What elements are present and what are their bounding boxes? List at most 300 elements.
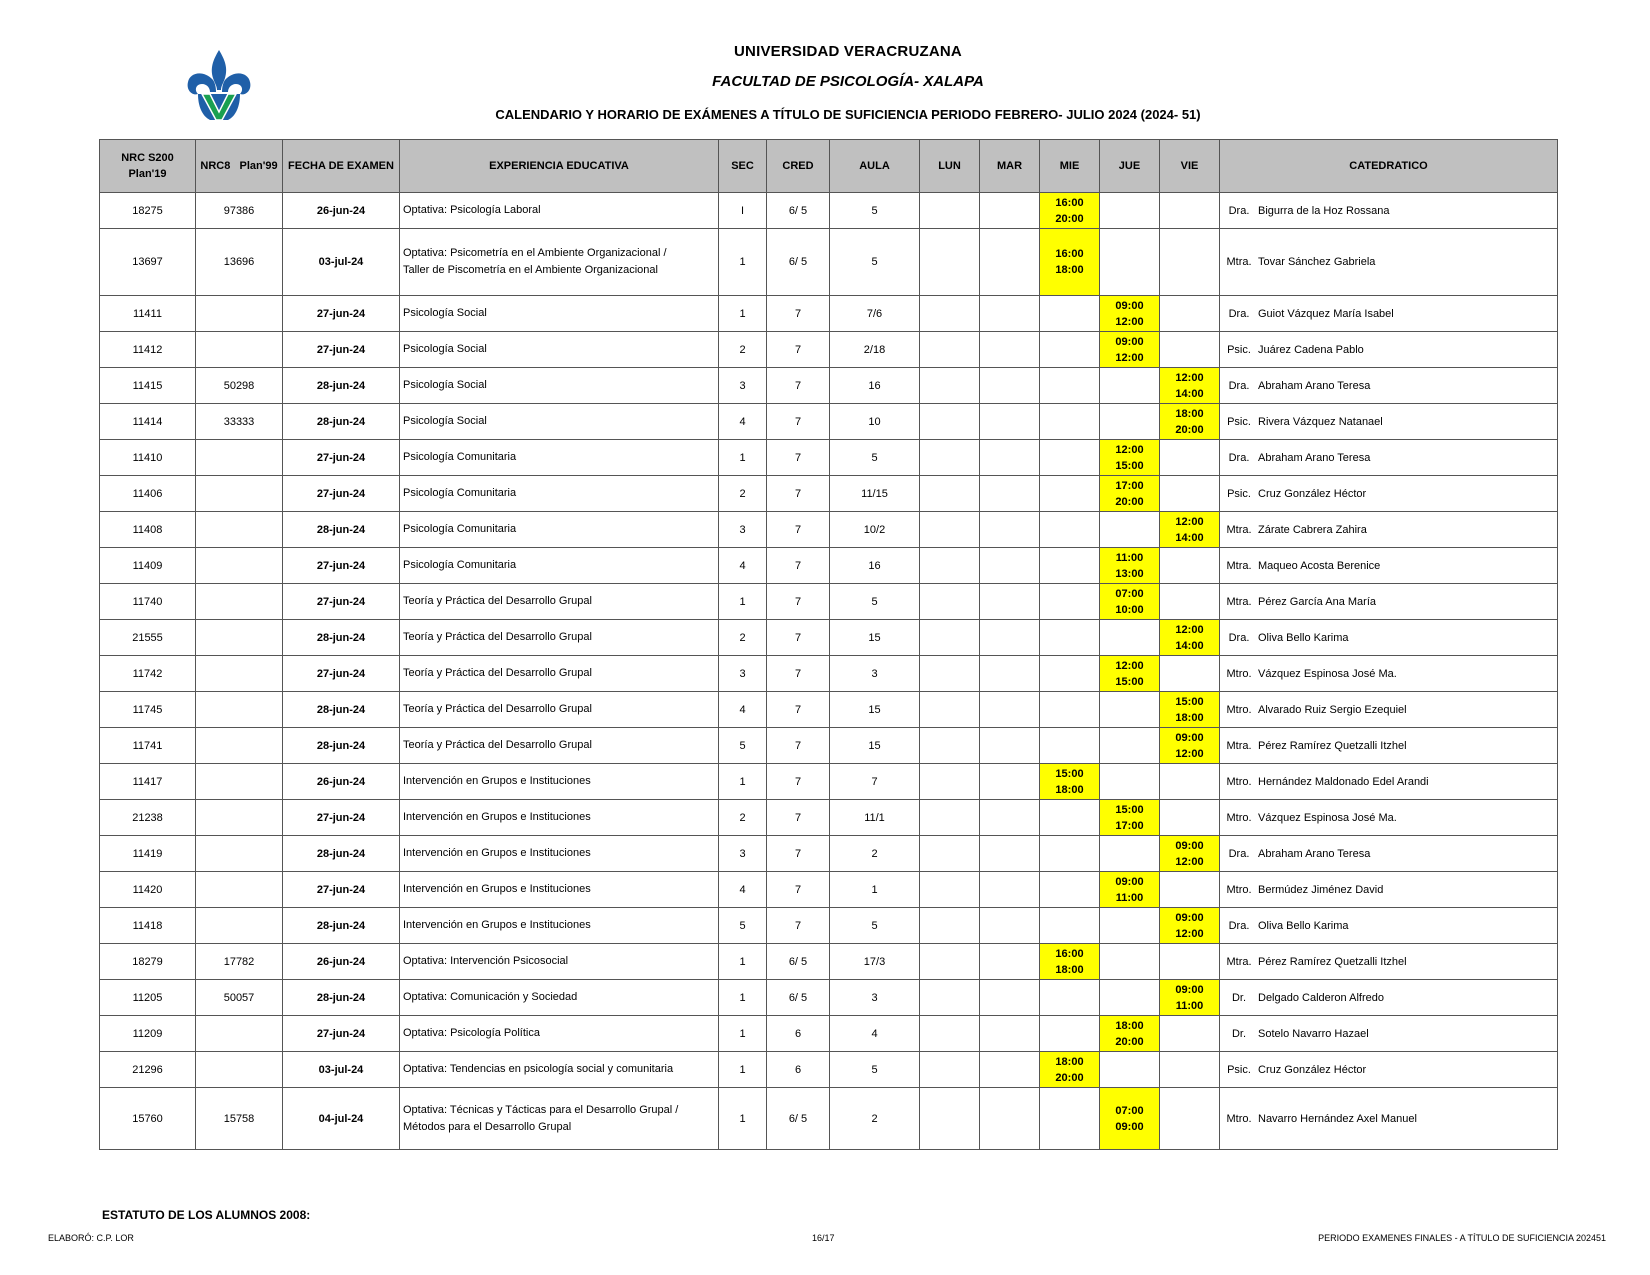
classroom-cell: 3: [830, 656, 920, 692]
day-cell-jue: [1100, 368, 1160, 404]
column-header-professor: CATEDRATICO: [1220, 140, 1558, 193]
section-cell: 1: [719, 440, 767, 476]
day-cell-lun: [920, 584, 980, 620]
professor-name: Bermúdez Jiménez David: [1258, 883, 1384, 896]
educational-experience-cell: [400, 193, 719, 229]
table-row: [100, 764, 1558, 800]
column-header-monday: LUN: [920, 140, 980, 193]
start-time: 18:00: [1175, 407, 1204, 420]
exam-date-cell: 27-jun-24: [283, 296, 400, 332]
column-header-classroom: AULA: [830, 140, 920, 193]
day-cell-vie: [1160, 1052, 1220, 1088]
professor-title: Dra.: [1228, 379, 1250, 392]
professor-cell: [1220, 440, 1558, 476]
course-name: Psicología Comunitaria: [403, 523, 517, 535]
credits-cell: 7: [767, 332, 830, 368]
credits-cell: 7: [767, 692, 830, 728]
exam-time-slot: [1100, 296, 1160, 332]
day-cell-vie: [1160, 1088, 1220, 1150]
day-cell-mie: [1040, 332, 1100, 368]
day-cell-lun: [920, 404, 980, 440]
day-cell-mie: [1040, 980, 1100, 1016]
end-time: 20:00: [1055, 1071, 1084, 1084]
day-cell-vie: [1160, 872, 1220, 908]
table-row: [100, 332, 1558, 368]
exam-date-cell: 27-jun-24: [283, 800, 400, 836]
day-cell-lun: [920, 229, 980, 296]
educational-experience-cell: [400, 476, 719, 512]
classroom-cell: 5: [830, 584, 920, 620]
nrc-plan99-cell: 15758: [196, 1088, 283, 1150]
day-cell-lun: [920, 980, 980, 1016]
start-time: 12:00: [1175, 515, 1204, 528]
professor-title: Mtro.: [1226, 883, 1252, 896]
nrc-plan19-cell: 21296: [100, 1052, 196, 1088]
exam-date-cell: 27-jun-24: [283, 872, 400, 908]
day-cell-mie: [1040, 476, 1100, 512]
end-time: 20:00: [1115, 1035, 1144, 1048]
credits-cell: 7: [767, 620, 830, 656]
table-row: [100, 872, 1558, 908]
credits-cell: 6: [767, 1016, 830, 1052]
section-cell: 2: [719, 332, 767, 368]
professor-title: Mtra.: [1226, 559, 1252, 572]
end-time: 12:00: [1175, 747, 1204, 760]
professor-name: Bigurra de la Hoz Rossana: [1258, 204, 1390, 217]
professor-cell: [1220, 800, 1558, 836]
day-cell-mie: [1040, 512, 1100, 548]
column-header-exam-date: FECHA DE EXAMEN: [283, 140, 400, 193]
section-cell: 1: [719, 1088, 767, 1150]
educational-experience-cell: [400, 620, 719, 656]
day-cell-mar: [980, 368, 1040, 404]
table-row: [100, 1052, 1558, 1088]
exam-date-cell: 28-jun-24: [283, 404, 400, 440]
professor-cell: [1220, 836, 1558, 872]
start-time: 18:00: [1055, 1055, 1084, 1068]
day-cell-mie: [1040, 836, 1100, 872]
start-time: 16:00: [1055, 196, 1084, 209]
start-time: 15:00: [1055, 767, 1084, 780]
exam-date-cell: 26-jun-24: [283, 944, 400, 980]
start-time: 09:00: [1115, 299, 1144, 312]
start-time: 09:00: [1175, 731, 1204, 744]
day-cell-mar: [980, 836, 1040, 872]
end-time: 09:00: [1115, 1120, 1144, 1133]
table-body: [100, 193, 1558, 1150]
credits-cell: 7: [767, 800, 830, 836]
nrc-plan99-cell: 50298: [196, 368, 283, 404]
day-cell-lun: [920, 692, 980, 728]
start-time: 07:00: [1115, 587, 1144, 600]
professor-name: Abraham Arano Teresa: [1258, 847, 1371, 860]
course-name: Optativa: Intervención Psicosocial: [403, 955, 569, 967]
start-time: 09:00: [1115, 335, 1144, 348]
course-name: Teoría y Práctica del Desarrollo Grupal: [403, 703, 592, 715]
credits-cell: 7: [767, 296, 830, 332]
day-cell-vie: [1160, 764, 1220, 800]
nrc-plan19-cell: 11406: [100, 476, 196, 512]
day-cell-mie: [1040, 692, 1100, 728]
nrc-plan99-cell: 97386: [196, 193, 283, 229]
nrc-plan99-cell: 33333: [196, 404, 283, 440]
nrc-plan19-cell: 18275: [100, 193, 196, 229]
end-time: 15:00: [1115, 675, 1144, 688]
end-time: 15:00: [1115, 459, 1144, 472]
nrc-plan99-cell: [196, 728, 283, 764]
professor-cell: [1220, 512, 1558, 548]
exam-time-slot: [1160, 836, 1220, 872]
exam-date-cell: 26-jun-24: [283, 764, 400, 800]
section-cell: 3: [719, 512, 767, 548]
section-cell: 3: [719, 656, 767, 692]
professor-cell: [1220, 1088, 1558, 1150]
course-name: Teoría y Práctica del Desarrollo Grupal: [403, 739, 592, 751]
nrc-plan19-cell: 11741: [100, 728, 196, 764]
day-cell-mie: [1040, 872, 1100, 908]
exam-date-cell: 28-jun-24: [283, 368, 400, 404]
exam-time-slot: [1160, 908, 1220, 944]
credits-cell: 6/ 5: [767, 193, 830, 229]
end-time: 11:00: [1115, 891, 1144, 904]
professor-title: Mtro.: [1226, 811, 1252, 824]
exam-time-slot: [1100, 440, 1160, 476]
course-name: Optativa: Psicología Política: [403, 1027, 540, 1039]
column-header-section: SEC: [719, 140, 767, 193]
exam-time-slot: [1100, 656, 1160, 692]
exam-time-slot: [1160, 620, 1220, 656]
educational-experience-cell: [400, 764, 719, 800]
educational-experience-cell: [400, 836, 719, 872]
professor-title: Mtro.: [1226, 775, 1252, 788]
professor-name: Abraham Arano Teresa: [1258, 379, 1371, 392]
end-time: 14:00: [1175, 639, 1204, 652]
day-cell-jue: [1100, 980, 1160, 1016]
nrc-plan19-cell: 11414: [100, 404, 196, 440]
table-row: [100, 692, 1558, 728]
nrc-plan19-cell: 21238: [100, 800, 196, 836]
day-cell-lun: [920, 944, 980, 980]
nrc-plan99-cell: [196, 332, 283, 368]
professor-cell: [1220, 728, 1558, 764]
end-time: 12:00: [1175, 927, 1204, 940]
day-cell-lun: [920, 368, 980, 404]
section-cell: 3: [719, 368, 767, 404]
period-label: PERIODO EXAMENES FINALES - A TÍTULO DE SUFICIENCIA 202451: [1318, 1233, 1606, 1243]
classroom-cell: 16: [830, 368, 920, 404]
educational-experience-cell: [400, 584, 719, 620]
credits-cell: 7: [767, 404, 830, 440]
day-cell-mar: [980, 908, 1040, 944]
exam-date-cell: 28-jun-24: [283, 908, 400, 944]
course-name: Intervención en Grupos e Instituciones: [403, 883, 591, 895]
nrc-plan19-cell: 11740: [100, 584, 196, 620]
day-cell-lun: [920, 296, 980, 332]
day-cell-mie: [1040, 1016, 1100, 1052]
professor-title: Mtra.: [1226, 595, 1252, 608]
day-cell-jue: [1100, 620, 1160, 656]
day-cell-mar: [980, 692, 1040, 728]
start-time: 11:00: [1115, 551, 1144, 564]
day-cell-lun: [920, 1016, 980, 1052]
professor-cell: [1220, 548, 1558, 584]
educational-experience-cell: [400, 404, 719, 440]
credits-cell: 7: [767, 908, 830, 944]
section-cell: 1: [719, 584, 767, 620]
day-cell-vie: [1160, 584, 1220, 620]
day-cell-mie: [1040, 620, 1100, 656]
table-row: [100, 944, 1558, 980]
professor-name: Pérez García Ana María: [1258, 595, 1376, 608]
section-cell: 4: [719, 872, 767, 908]
professor-name: Oliva Bello Karima: [1258, 631, 1349, 644]
credits-cell: 7: [767, 836, 830, 872]
section-cell: 4: [719, 404, 767, 440]
classroom-cell: 5: [830, 193, 920, 229]
day-cell-lun: [920, 193, 980, 229]
credits-cell: 7: [767, 584, 830, 620]
educational-experience-cell: [400, 656, 719, 692]
day-cell-mar: [980, 548, 1040, 584]
section-cell: 4: [719, 548, 767, 584]
credits-cell: 6: [767, 1052, 830, 1088]
professor-title: Dra.: [1228, 919, 1250, 932]
exam-time-slot: [1100, 548, 1160, 584]
educational-experience-cell: [400, 1088, 719, 1150]
section-cell: 5: [719, 728, 767, 764]
column-header-thursday: JUE: [1100, 140, 1160, 193]
nrc-plan19-cell: 11408: [100, 512, 196, 548]
document-title: CALENDARIO Y HORARIO DE EXÁMENES A TÍTULO DE SUFICIENCIA PERIODO FEBRERO- JULIO 2024 (2024- 51): [495, 107, 1201, 122]
start-time: 15:00: [1175, 695, 1204, 708]
day-cell-mie: [1040, 296, 1100, 332]
page-number: 16/17: [812, 1233, 835, 1243]
start-time: 12:00: [1175, 623, 1204, 636]
start-time: 18:00: [1115, 1019, 1144, 1032]
exam-time-slot: [1100, 476, 1160, 512]
course-name: Psicología Social: [403, 343, 487, 355]
professor-title: Dra.: [1228, 204, 1250, 217]
classroom-cell: 3: [830, 980, 920, 1016]
table-row: [100, 620, 1558, 656]
day-cell-mar: [980, 1016, 1040, 1052]
professor-cell: [1220, 229, 1558, 296]
nrc-plan19-cell: 11411: [100, 296, 196, 332]
day-cell-vie: [1160, 656, 1220, 692]
start-time: 09:00: [1175, 983, 1204, 996]
professor-cell: [1220, 476, 1558, 512]
start-time: 12:00: [1115, 659, 1144, 672]
table-row: [100, 193, 1558, 229]
section-cell: 1: [719, 1052, 767, 1088]
exam-time-slot: [1160, 728, 1220, 764]
column-header-tuesday: MAR: [980, 140, 1040, 193]
course-name: Intervención en Grupos e Instituciones: [403, 919, 591, 931]
nrc-plan19-cell: 11745: [100, 692, 196, 728]
start-time: 16:00: [1055, 947, 1084, 960]
classroom-cell: 7: [830, 764, 920, 800]
day-cell-mie: [1040, 908, 1100, 944]
nrc-plan99-cell: [196, 296, 283, 332]
professor-cell: [1220, 404, 1558, 440]
start-time: 12:00: [1115, 443, 1144, 456]
day-cell-mie: [1040, 548, 1100, 584]
professor-name: Pérez Ramírez Quetzalli Itzhel: [1258, 955, 1407, 968]
classroom-cell: 2: [830, 1088, 920, 1150]
nrc-plan19-cell: 11417: [100, 764, 196, 800]
credits-cell: 6/ 5: [767, 980, 830, 1016]
exam-date-cell: 27-jun-24: [283, 440, 400, 476]
end-time: 18:00: [1175, 711, 1204, 724]
exam-date-cell: 28-jun-24: [283, 692, 400, 728]
exam-date-cell: 04-jul-24: [283, 1088, 400, 1150]
educational-experience-cell: [400, 1016, 719, 1052]
end-time: 20:00: [1055, 212, 1084, 225]
start-time: 09:00: [1115, 875, 1144, 888]
table-row: [100, 800, 1558, 836]
nrc-plan19-cell: 11205: [100, 980, 196, 1016]
nrc-plan99-cell: [196, 476, 283, 512]
professor-name: Hernández Maldonado Edel Arandi: [1258, 775, 1429, 788]
day-cell-lun: [920, 440, 980, 476]
day-cell-vie: [1160, 800, 1220, 836]
day-cell-mar: [980, 1052, 1040, 1088]
course-name: Psicología Comunitaria: [403, 451, 517, 463]
classroom-cell: 5: [830, 1052, 920, 1088]
nrc-plan19-cell: 11410: [100, 440, 196, 476]
table-row: [100, 229, 1558, 296]
exam-date-cell: 27-jun-24: [283, 1016, 400, 1052]
professor-title: Mtra.: [1226, 256, 1252, 268]
day-cell-lun: [920, 728, 980, 764]
table-row: [100, 584, 1558, 620]
section-cell: 1: [719, 296, 767, 332]
course-name: Optativa: Tendencias en psicología social y comunitaria: [403, 1063, 674, 1075]
professor-title: Dra.: [1228, 847, 1250, 860]
day-cell-vie: [1160, 229, 1220, 296]
start-time: 09:00: [1175, 911, 1204, 924]
professor-cell: [1220, 332, 1558, 368]
day-cell-mie: [1040, 728, 1100, 764]
day-cell-lun: [920, 1088, 980, 1150]
nrc-plan19-cell: 11742: [100, 656, 196, 692]
day-cell-mie: [1040, 368, 1100, 404]
day-cell-mar: [980, 440, 1040, 476]
nrc-plan99-cell: [196, 1052, 283, 1088]
end-time: 12:00: [1115, 315, 1144, 328]
day-cell-vie: [1160, 193, 1220, 229]
day-cell-mar: [980, 1088, 1040, 1150]
section-cell: 2: [719, 620, 767, 656]
exam-time-slot: [1100, 1088, 1160, 1150]
nrc-plan99-cell: [196, 656, 283, 692]
exam-time-slot: [1040, 764, 1100, 800]
professor-title: Mtro.: [1226, 703, 1252, 716]
nrc-plan99-cell: [196, 1016, 283, 1052]
day-cell-mie: [1040, 584, 1100, 620]
day-cell-mar: [980, 332, 1040, 368]
course-name: Psicología Social: [403, 415, 487, 427]
professor-cell: [1220, 584, 1558, 620]
course-name: Optativa: Psicología Laboral: [403, 204, 541, 216]
credits-cell: 7: [767, 656, 830, 692]
nrc-plan99-cell: [196, 872, 283, 908]
classroom-cell: 10: [830, 404, 920, 440]
professor-title: Mtra.: [1226, 955, 1252, 968]
table-row: [100, 656, 1558, 692]
day-cell-jue: [1100, 404, 1160, 440]
day-cell-jue: [1100, 908, 1160, 944]
table-row: [100, 404, 1558, 440]
course-name: Intervención en Grupos e Instituciones: [403, 775, 591, 787]
prepared-by: ELABORÓ: C.P. LOR: [48, 1233, 134, 1243]
professor-name: Delgado Calderon Alfredo: [1258, 991, 1384, 1004]
educational-experience-cell: [400, 296, 719, 332]
table-row: [100, 836, 1558, 872]
exam-date-cell: 28-jun-24: [283, 512, 400, 548]
professor-title: Mtra.: [1226, 739, 1252, 752]
section-cell: 2: [719, 800, 767, 836]
table-row: [100, 1088, 1558, 1150]
classroom-cell: 5: [830, 229, 920, 296]
table-header-row: [100, 140, 1558, 193]
professor-title: Mtro.: [1226, 1112, 1252, 1125]
day-cell-mar: [980, 512, 1040, 548]
day-cell-vie: [1160, 944, 1220, 980]
day-cell-lun: [920, 656, 980, 692]
nrc-plan99-cell: [196, 440, 283, 476]
start-time: 12:00: [1175, 371, 1204, 384]
course-name: Psicología Social: [403, 379, 487, 391]
end-time: 11:00: [1175, 999, 1204, 1012]
exam-time-slot: [1100, 584, 1160, 620]
day-cell-jue: [1100, 1052, 1160, 1088]
professor-name: Maqueo Acosta Berenice: [1258, 559, 1381, 572]
course-name-alt: Métodos para el Desarrollo Grupal: [403, 1120, 572, 1133]
nrc-plan19-cell: 21555: [100, 620, 196, 656]
exam-time-slot: [1160, 692, 1220, 728]
nrc-plan99-cell: [196, 584, 283, 620]
section-cell: 5: [719, 908, 767, 944]
column-header-wednesday: MIE: [1040, 140, 1100, 193]
nrc-plan19-cell: 11418: [100, 908, 196, 944]
professor-cell: [1220, 656, 1558, 692]
nrc-plan99-cell: [196, 512, 283, 548]
course-name: Psicología Comunitaria: [403, 559, 517, 571]
exam-date-cell: 27-jun-24: [283, 584, 400, 620]
end-time: 13:00: [1115, 567, 1144, 580]
educational-experience-cell: [400, 908, 719, 944]
professor-cell: [1220, 692, 1558, 728]
course-name: Teoría y Práctica del Desarrollo Grupal: [403, 595, 592, 607]
exam-time-slot: [1040, 944, 1100, 980]
day-cell-vie: [1160, 296, 1220, 332]
day-cell-jue: [1100, 944, 1160, 980]
exam-time-slot: [1040, 193, 1100, 229]
day-cell-mar: [980, 296, 1040, 332]
professor-cell: [1220, 872, 1558, 908]
professor-cell: [1220, 620, 1558, 656]
exam-schedule-table: [99, 139, 1558, 1150]
credits-cell: 7: [767, 728, 830, 764]
professor-name: Rivera Vázquez Natanael: [1258, 415, 1383, 428]
day-cell-jue: [1100, 512, 1160, 548]
educational-experience-cell: [400, 332, 719, 368]
day-cell-lun: [920, 1052, 980, 1088]
professor-title: Psic.: [1227, 487, 1251, 500]
end-time: 12:00: [1175, 855, 1204, 868]
nrc-plan99-cell: [196, 908, 283, 944]
